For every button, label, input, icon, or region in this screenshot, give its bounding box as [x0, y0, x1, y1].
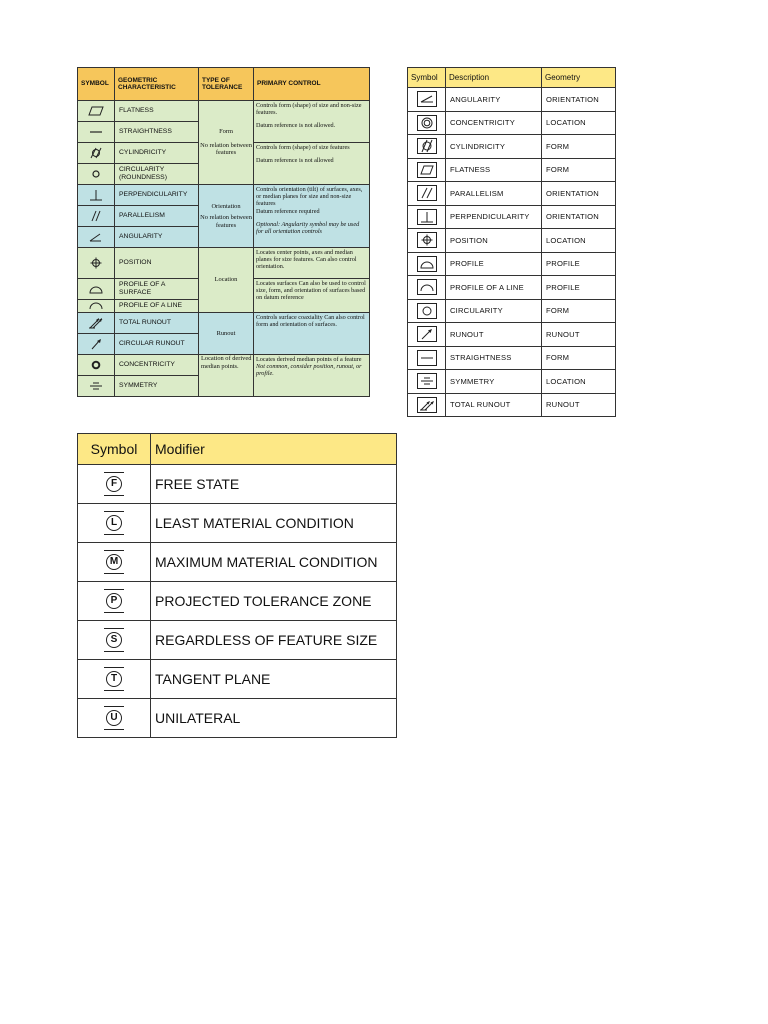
- geometry-cell: FORM: [542, 346, 616, 370]
- description-cell: FLATNESS: [446, 158, 542, 182]
- characteristic-label: STRAIGHTNESS: [115, 122, 199, 143]
- geometry-cell: PROFILE: [542, 276, 616, 300]
- regardless-of-feature-size-icon: S: [78, 621, 151, 660]
- header-description: Description: [446, 68, 542, 88]
- modifier-cell: FREE STATE: [151, 465, 397, 504]
- control-text: Locates derived median points of a feature: [256, 356, 362, 363]
- control-median: [254, 355, 370, 397]
- header-primary-control: PRIMARY CONTROL: [254, 68, 370, 101]
- table-row: [78, 355, 370, 376]
- description-cell: RUNOUT: [446, 323, 542, 347]
- header-row: [78, 68, 370, 101]
- circularity-icon: [408, 299, 446, 323]
- header-type-of-tolerance: TYPE OF TOLERANCE: [199, 68, 254, 101]
- concentricity-icon: [408, 111, 446, 135]
- description-cell: STRAIGHTNESS: [446, 346, 542, 370]
- modifier-cell: MAXIMUM MATERIAL CONDITION: [151, 543, 397, 582]
- table-row: [78, 185, 370, 206]
- header-row: [78, 434, 397, 465]
- table-row: [408, 135, 616, 159]
- tolerance-orientation-relation: No relation between features: [200, 214, 252, 229]
- table-row: [408, 182, 616, 206]
- description-cell: ANGULARITY: [446, 88, 542, 112]
- characteristic-label: POSITION: [115, 248, 199, 279]
- header-modifier: Modifier: [151, 434, 397, 465]
- geometry-cell: LOCATION: [542, 111, 616, 135]
- modifier-cell: PROJECTED TOLERANCE ZONE: [151, 582, 397, 621]
- profile-icon: [408, 252, 446, 276]
- geometry-cell: ORIENTATION: [542, 88, 616, 112]
- modifier-table: [77, 433, 397, 738]
- description-cell: PROFILE OF A LINE: [446, 276, 542, 300]
- characteristic-label: PERPENDICULARITY: [115, 185, 199, 206]
- tolerance-type-runout: Runout: [199, 313, 254, 355]
- table-row: [408, 299, 616, 323]
- circularity-icon: [78, 164, 115, 185]
- geometry-cell: ORIENTATION: [542, 182, 616, 206]
- cylindricity-icon: [78, 143, 115, 164]
- table-row: [78, 248, 370, 279]
- geometry-cell: FORM: [542, 299, 616, 323]
- straightness-icon: [78, 122, 115, 143]
- description-cell: CYLINDRICITY: [446, 135, 542, 159]
- description-cell: PROFILE: [446, 252, 542, 276]
- parallelism-icon: [408, 182, 446, 206]
- control-text: Controls orientation (tilt) of surfaces, axes, or median planes for size and non-size features: [256, 186, 363, 208]
- characteristic-label: SYMMETRY: [115, 376, 199, 397]
- control-location-b: Locates surfaces Can also be used to control size, form, and orientation of surfaces based on datum reference: [254, 279, 370, 313]
- least-material-condition-icon: L: [78, 504, 151, 543]
- geometry-cell: RUNOUT: [542, 393, 616, 417]
- flatness-icon: [408, 158, 446, 182]
- control-text: Controls form (shape) of size and non-size features.: [256, 102, 362, 117]
- table-row: [408, 229, 616, 253]
- tolerance-type-location: Location: [199, 248, 254, 313]
- geometry-cell: RUNOUT: [542, 323, 616, 347]
- tolerance-form-label: Form: [219, 128, 233, 136]
- modifier-cell: LEAST MATERIAL CONDITION: [151, 504, 397, 543]
- table-row: [78, 465, 397, 504]
- angularity-icon: [408, 88, 446, 112]
- description-cell: PERPENDICULARITY: [446, 205, 542, 229]
- characteristic-label: TOTAL RUNOUT: [115, 313, 199, 334]
- table-row: [408, 252, 616, 276]
- characteristic-label: CIRCULARITY (ROUNDNESS): [115, 164, 199, 185]
- description-cell: TOTAL RUNOUT: [446, 393, 542, 417]
- table-row: [408, 205, 616, 229]
- header-symbol: Symbol: [78, 434, 151, 465]
- profile-of-a-line-icon: [408, 276, 446, 300]
- table-row: [78, 699, 397, 738]
- description-cell: PARALLELISM: [446, 182, 542, 206]
- table-row: [408, 393, 616, 417]
- control-runout: Controls surface coaxiality Can also control form and orientation of surfaces.: [254, 313, 370, 355]
- control-text: Optional: Angularity symbol may be used for all orientation controls: [256, 220, 360, 236]
- symmetry-icon: [78, 376, 115, 397]
- angularity-icon: [78, 227, 115, 248]
- geometry-cell: FORM: [542, 135, 616, 159]
- circular-runout-icon: [78, 334, 115, 355]
- characteristics-table: [77, 67, 370, 397]
- header-geometry: Geometry: [542, 68, 616, 88]
- table-row: [78, 543, 397, 582]
- control-location-a: Locates center points, axes and median planes for size features. Can also control orientation.: [254, 248, 370, 279]
- total-runout-icon: [78, 313, 115, 334]
- projected-tolerance-zone-icon: P: [78, 582, 151, 621]
- control-orientation: [254, 185, 370, 248]
- header-geometric-characteristic: GEOMETRIC CHARACTERISTIC: [115, 68, 199, 101]
- description-cell: CONCENTRICITY: [446, 111, 542, 135]
- position-icon: [78, 248, 115, 279]
- characteristic-label: ANGULARITY: [115, 227, 199, 248]
- profile-of-a-surface-icon: [78, 279, 115, 300]
- table-row: [408, 346, 616, 370]
- tangent-plane-icon: T: [78, 660, 151, 699]
- table-row: [78, 313, 370, 334]
- characteristic-label: FLATNESS: [115, 101, 199, 122]
- table-row: [78, 660, 397, 699]
- characteristic-label: PROFILE OF A LINE: [115, 300, 199, 313]
- symmetry-icon: [408, 370, 446, 394]
- straightness-icon: [408, 346, 446, 370]
- control-text: Datum reference is not allowed.: [256, 122, 336, 130]
- tolerance-type-median: Location of derived median points.: [199, 355, 254, 397]
- perpendicularity-icon: [408, 205, 446, 229]
- table-row: [78, 621, 397, 660]
- table-row: [78, 101, 370, 122]
- table-row: [78, 582, 397, 621]
- geometry-cell: LOCATION: [542, 229, 616, 253]
- geometry-cell: PROFILE: [542, 252, 616, 276]
- control-text: Datum reference is not allowed: [256, 157, 334, 165]
- symbol-description-table: [407, 67, 616, 417]
- total-runout-icon: [408, 393, 446, 417]
- characteristic-label: CIRCULAR RUNOUT: [115, 334, 199, 355]
- characteristic-label: PARALLELISM: [115, 206, 199, 227]
- header-row: [408, 68, 616, 88]
- runout-icon: [408, 323, 446, 347]
- table-row: [78, 504, 397, 543]
- table-row: [408, 88, 616, 112]
- concentricity-icon: [78, 355, 115, 376]
- geometry-cell: LOCATION: [542, 370, 616, 394]
- unilateral-icon: U: [78, 699, 151, 738]
- position-icon: [408, 229, 446, 253]
- characteristic-label: CONCENTRICITY: [115, 355, 199, 376]
- characteristic-label: CYLINDRICITY: [115, 143, 199, 164]
- table-row: [408, 323, 616, 347]
- tolerance-form-relation: No relation between features: [200, 141, 252, 157]
- description-cell: CIRCULARITY: [446, 299, 542, 323]
- control-text: Not common, consider position, runout, or profile.: [256, 363, 362, 378]
- description-cell: SYMMETRY: [446, 370, 542, 394]
- tolerance-type-orientation: [199, 185, 254, 248]
- profile-of-a-line-icon: [78, 300, 115, 313]
- control-text: Controls form (shape) of size features: [256, 144, 350, 151]
- modifier-cell: REGARDLESS OF FEATURE SIZE: [151, 621, 397, 660]
- table-row: [408, 370, 616, 394]
- header-symbol: Symbol: [408, 68, 446, 88]
- control-text: Datum reference required: [256, 207, 320, 215]
- description-cell: POSITION: [446, 229, 542, 253]
- free-state-icon: F: [78, 465, 151, 504]
- parallelism-icon: [78, 206, 115, 227]
- flatness-icon: [78, 101, 115, 122]
- tolerance-orientation-label: Orientation: [211, 202, 241, 210]
- cylindricity-icon: [408, 135, 446, 159]
- modifier-cell: UNILATERAL: [151, 699, 397, 738]
- geometry-cell: ORIENTATION: [542, 205, 616, 229]
- control-form-b: [254, 143, 370, 185]
- modifier-cell: TANGENT PLANE: [151, 660, 397, 699]
- characteristic-label: PROFILE OF A SURFACE: [115, 279, 199, 300]
- geometry-cell: FORM: [542, 158, 616, 182]
- table-row: [408, 276, 616, 300]
- header-symbol: SYMBOL: [78, 68, 115, 101]
- table-row: [408, 111, 616, 135]
- tolerance-type-form: [199, 101, 254, 185]
- perpendicularity-icon: [78, 185, 115, 206]
- control-form-a: [254, 101, 370, 143]
- maximum-material-condition-icon: M: [78, 543, 151, 582]
- table-row: [408, 158, 616, 182]
